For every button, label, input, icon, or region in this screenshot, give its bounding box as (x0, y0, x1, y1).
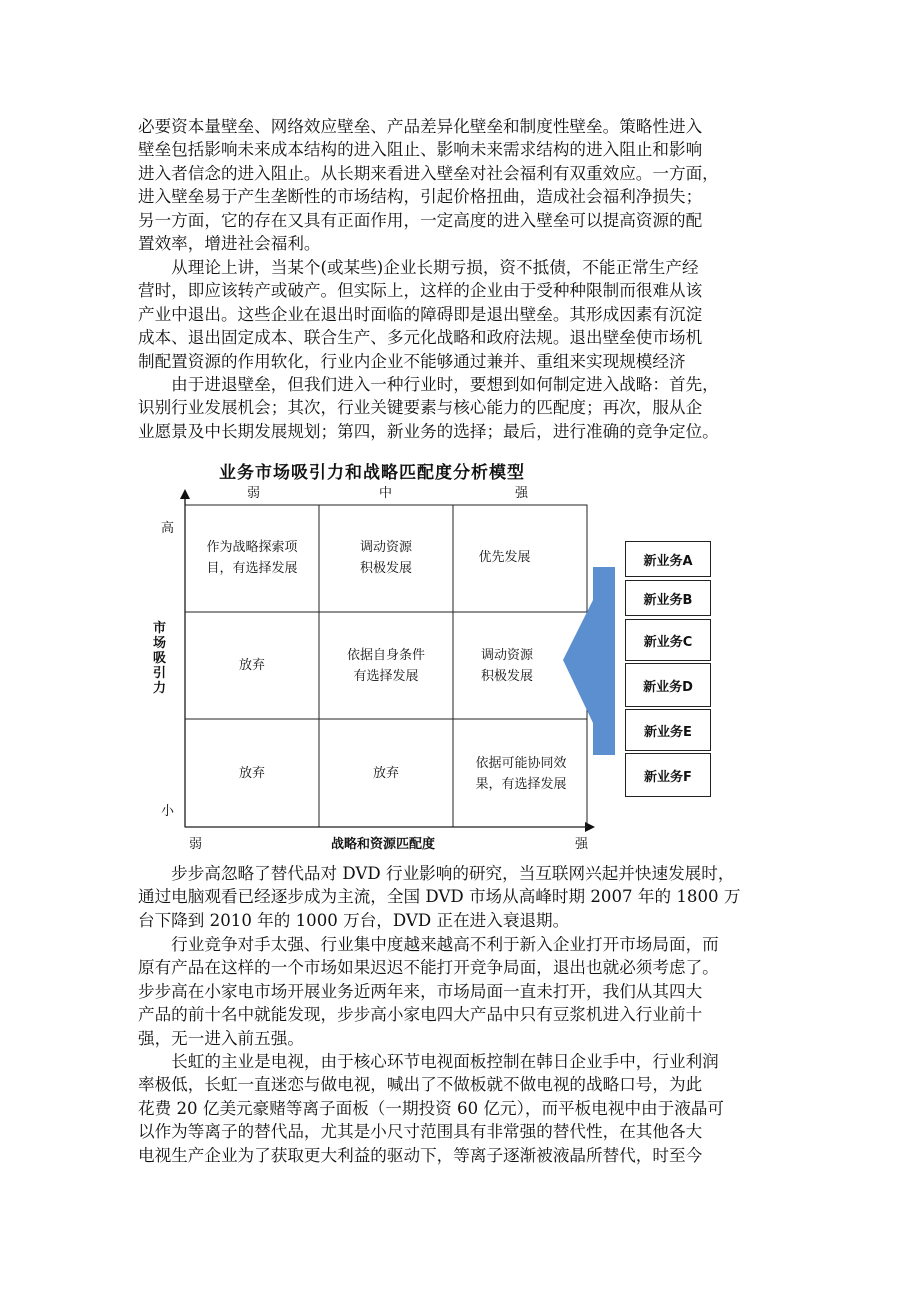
new-business-item: 新业务F (625, 753, 711, 797)
text-line: 通过电脑观看已经逐步成为主流，全国 DVD 市场从高峰时期 2007 年的 1800 万 (138, 887, 741, 907)
text-line: 必要资本量壁垒、网络效应壁垒、产品差异化壁垒和制度性壁垒。策略性进入 (138, 117, 703, 136)
matrix-cell: 放弃 (238, 658, 265, 673)
text-line: 另一方面，它的存在又具有正面作用，一定高度的进入壁垒可以提高资源的配 (138, 210, 703, 230)
matrix-cell: 作为战略探索项 目，有选择发展 (206, 540, 298, 576)
text-line: 由于进退壁垒，但我们进入一种行业时，要想到如何制定进入战略：首先， (138, 375, 719, 394)
figure-title: 业务市场吸引力和战略匹配度分析模型 (219, 463, 525, 483)
text-line: 成本、退出固定成本、联合生产、多元化战略和政府法规。退出壁垒使市场机 (138, 328, 703, 348)
paragraph-5 (138, 933, 788, 1050)
text-line: 强，无一进入前五强。 (138, 1028, 304, 1048)
new-business-item: 新业务D (625, 663, 711, 707)
text-line: 以作为等离子的替代品，尤其是小尺寸范围具有非常强的替代性，在其他各大 (138, 1122, 703, 1142)
top-label-strong: 强 (515, 486, 529, 501)
text-line: 步步高在小家电市场开展业务近两年来，市场局面一直未打开，我们从其四大 (138, 981, 703, 1001)
text-line: 台下降到 2010 年的 1000 万台，DVD 正在进入衰退期。 (138, 910, 570, 930)
new-business-item: 新业务C (625, 619, 711, 661)
text-line: 进入者信念的进入阻止。从长期来看进入壁垒对社会福利有双重效应。一方面， (138, 163, 719, 183)
text-line: 行业竞争对手太强、行业集中度越来越高不利于新入企业打开市场局面，而 (138, 935, 719, 954)
text-line: 原有产品在这样的一个市场如果迟迟不能打开竞争局面，退出也就必须考虑了。 (138, 958, 719, 978)
paragraph-6 (138, 1050, 788, 1167)
y-axis-title: 市场吸引力 (153, 621, 167, 696)
matrix-cell: 放弃 (372, 766, 399, 781)
text-line: 产品的前十名中就能发现，步步高小家电四大产品中只有豆浆机进入行业前十 (138, 1005, 703, 1025)
x-axis-title: 战略和资源匹配度 (331, 837, 436, 852)
y-label-high: 高 (161, 521, 175, 536)
y-axis-arrow-icon (180, 489, 190, 499)
text-line: 进入壁垒易于产生垄断性的市场结构，引起价格扭曲，造成社会福利净损失； (138, 187, 703, 207)
matrix-cell: 调动资源 积极发展 (480, 648, 533, 684)
text-line: 壁垒包括影响未来成本结构的进入阻止、影响未来需求结构的进入阻止和影响 (138, 140, 703, 160)
x-label-weak: 弱 (189, 837, 203, 852)
text-line: 置效率，增进社会福利。 (138, 234, 321, 254)
matrix-cell: 依据自身条件 有选择发展 (346, 648, 425, 684)
paragraph-3 (138, 373, 788, 443)
text-line: 业愿景及中长期发展规划；第四，新业务的选择；最后，进行准确的竞争定位。 (138, 421, 719, 441)
paragraph-4 (138, 862, 788, 932)
text-line: 率极低，长虹一直迷恋与做电视，喊出了不做板就不做电视的战略口号，为此 (138, 1075, 703, 1095)
text-line: 识别行业发展机会；其次，行业关键要素与核心能力的匹配度；再次，服从企 (138, 398, 703, 418)
new-business-item: 新业务B (625, 580, 711, 616)
matrix-cell: 依据可能协同效 果，有选择发展 (475, 756, 567, 792)
matrix-cell: 调动资源 积极发展 (359, 540, 412, 576)
selection-arrow-icon (563, 567, 615, 755)
top-label-mid: 中 (379, 486, 393, 501)
analysis-model-figure (135, 455, 785, 860)
matrix-cell: 优先发展 (478, 550, 531, 565)
text-line: 从理论上讲，当某个(或某些)企业长期亏损，资不抵债，不能正常生产经 (138, 258, 699, 277)
paragraph-2 (138, 256, 788, 373)
text-line: 花费 20 亿美元豪赌等离子面板（一期投资 60 亿元），而平板电视中由于液晶可 (138, 1098, 725, 1118)
text-line: 长虹的主业是电视，由于核心环节电视面板控制在韩日企业手中，行业利润 (138, 1052, 719, 1071)
new-business-item: 新业务A (625, 541, 711, 577)
paragraph-1 (138, 115, 788, 255)
x-label-strong: 强 (575, 837, 589, 852)
matrix-cell: 放弃 (238, 766, 265, 781)
text-line: 营时，即应该转产或破产。但实际上，这样的企业由于受种种限制而很难从该 (138, 281, 703, 301)
text-line: 电视生产企业为了获取更大利益的驱动下，等离子逐渐被液晶所替代，时至今 (138, 1145, 703, 1165)
text-line: 产业中退出。这些企业在退出时面临的障碍即是退出壁垒。其形成因素有沉淀 (138, 304, 703, 324)
new-business-item: 新业务E (625, 709, 711, 751)
text-line: 制配置资源的作用软化，行业内企业不能够通过兼并、重组来实现规模经济 (138, 351, 686, 371)
top-label-weak: 弱 (247, 486, 261, 501)
y-label-low: 小 (161, 804, 175, 819)
text-line: 步步高忽略了替代品对 DVD 行业影响的研究，当互联网兴起并快速发展时， (138, 864, 735, 883)
